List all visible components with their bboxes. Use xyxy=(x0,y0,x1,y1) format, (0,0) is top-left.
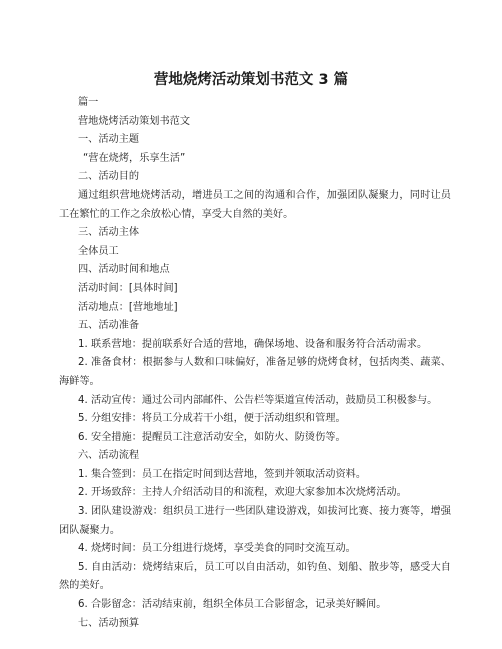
prep-item: 4. 活动宣传：通过公司内部邮件、公告栏等渠道宣传活动，鼓励员工积极参与。 xyxy=(78,394,438,406)
section-heading-theme: 一、活动主题 xyxy=(78,134,140,146)
place-text: 活动地点：[营地地址] xyxy=(78,301,178,313)
prep-item: 2. 准备食材：根据参与人数和口味偏好，准备足够的烧烤食材，包括肉类、蔬菜、海鲜等。 xyxy=(59,357,451,387)
flow-item: 2. 开场致辞：主持人介绍活动目的和流程，欢迎大家参加本次烧烤活动。 xyxy=(78,487,407,499)
section-heading-purpose: 二、活动目的 xyxy=(78,171,140,183)
prep-item: 6. 安全措施：提醒员工注意活动安全，如防火、防烫伤等。 xyxy=(78,431,346,443)
purpose-text: 通过组织营地烧烤活动，增进员工之间的沟通和合作，加强团队凝聚力，同时让员工在繁忙的工作之余放松心情，享受大自然的美好。 xyxy=(59,189,451,220)
section-heading-budget: 七、活动预算 xyxy=(78,617,140,629)
subject-text: 全体员工 xyxy=(78,245,119,257)
section-heading-time-place: 四、活动时间和地点 xyxy=(78,264,170,276)
flow-item: 6. 合影留念：活动结束前，组织全体员工合影留念，记录美好瞬间。 xyxy=(78,599,387,611)
flow-item: 3. 团队建设游戏：组织员工进行一些团队建设游戏，如拔河比赛、接力赛等，增强团队凝聚力。 xyxy=(59,506,451,536)
article-label: 篇一 xyxy=(78,97,99,108)
prep-item: 5. 分组安排：将员工分成若干小组，便于活动组织和管理。 xyxy=(78,413,346,425)
flow-item: 1. 集合签到：员工在指定时间到达营地，签到并领取活动资料。 xyxy=(78,468,367,480)
document-subtitle: 营地烧烤活动策划书范文 xyxy=(78,115,191,127)
section-heading-prep: 五、活动准备 xyxy=(78,320,140,332)
time-text: 活动时间：[具体时间] xyxy=(78,282,178,294)
section-heading-flow: 六、活动流程 xyxy=(78,450,140,462)
theme-text: “营在烧烤，乐享生活” xyxy=(83,152,186,164)
document-title: 营地烧烤活动策划书范文 3 篇 xyxy=(153,72,349,88)
flow-item: 5. 自由活动：烧烤结束后，员工可以自由活动，如钓鱼、划船、散步等，感受大自然的美好。 xyxy=(59,561,451,592)
prep-item: 1. 联系营地：提前联系好合适的营地，确保场地、设备和服务符合活动需求。 xyxy=(78,338,428,350)
document-body xyxy=(59,94,451,633)
flow-item: 4. 烧烤时间：员工分组进行烧烤，享受美食的同时交流互动。 xyxy=(78,543,356,555)
section-heading-subject: 三、活动主体 xyxy=(78,227,140,239)
